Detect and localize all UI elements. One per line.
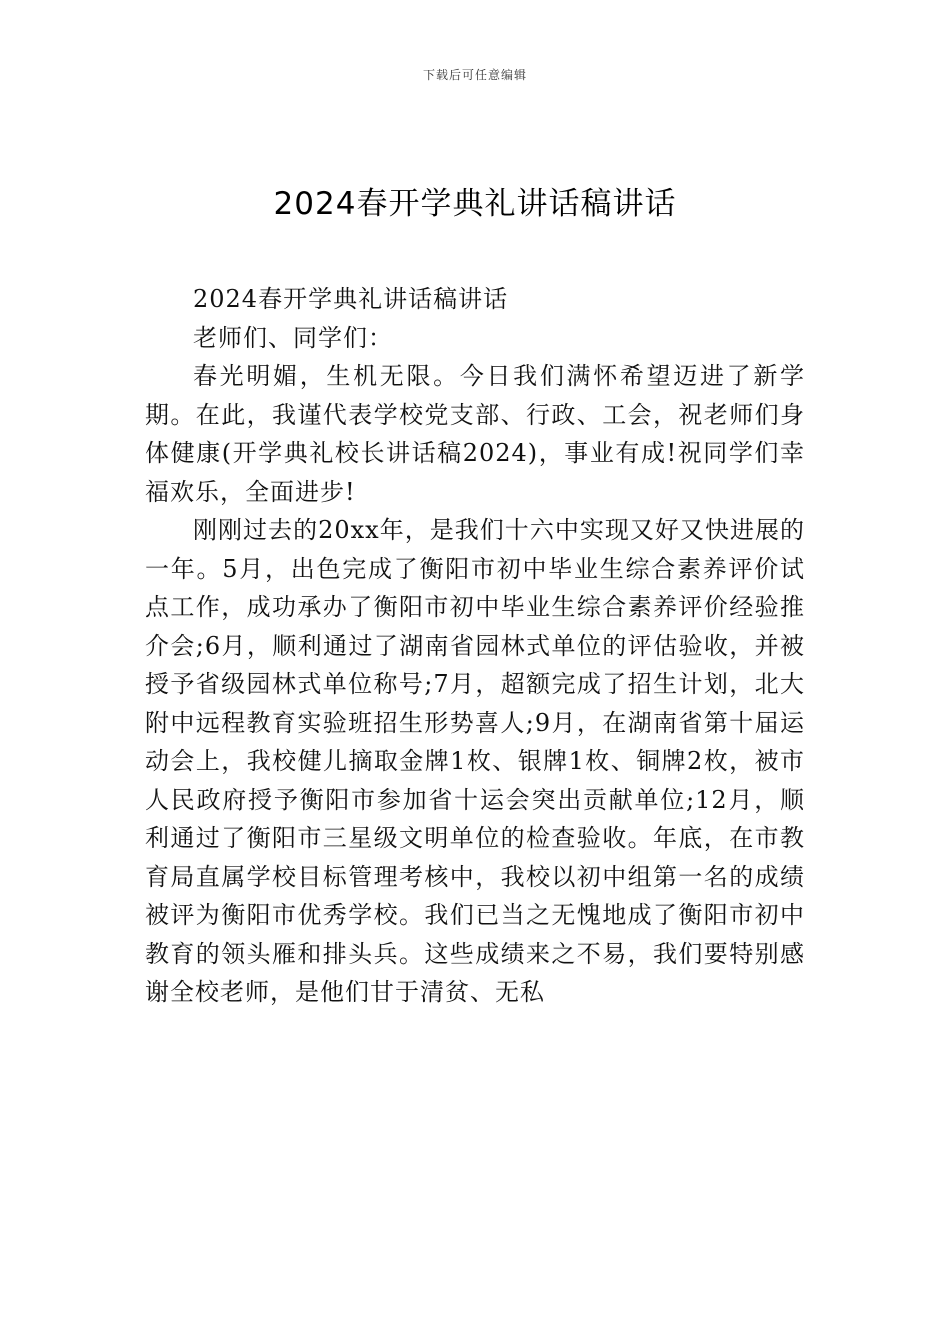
document-title: 2024春开学典礼讲话稿讲话 [273,186,677,222]
paragraph-1: 春光明媚，生机无限。今日我们满怀希望迈进了新学期。在此，我谨代表学校党支部、行政、工会，祝老师们身体健康(开学典礼校长讲话稿2024)，事业有成!祝同学们幸福欢乐，全面进步! [145,362,805,506]
document-body [145,280,805,1012]
body-subtitle: 2024春开学典礼讲话稿讲话 [193,285,509,313]
header-note: 下载后可任意编辑 [422,68,527,82]
paragraph-2: 刚刚过去的20xx年，是我们十六中实现又好又快进展的一年。5月，出色完成了衡阳市初中毕业生综合素养评价试点工作，成功承办了衡阳市初中毕业生综合素养评价经验推介会;6月，顺利通过了湖南省园林式单位的评估验收，并被授予省级园林式单位称号;7月，超额完成了招生计划，北大附中远程教育实验班招生形势喜人;9月，在湖南省第十届运动会上，我校健儿摘取金牌1枚、银牌1枚、铜牌2枚，被市人民政府授予衡阳市参加省十运会突出贡献单位;12月，顺利通过了衡阳市三星级文明单位的检查验收。年底，在市教育局直属学校目标管理考核中，我校以初中组第一名的成绩被评为衡阳市优秀学校。我们已当之无愧地成了衡阳市初中教育的领头雁和排头兵。这些成绩来之不易，我们要特别感谢全校老师，是他们甘于清贫、无私 [145,516,805,1006]
salutation: 老师们、同学们： [193,323,393,352]
